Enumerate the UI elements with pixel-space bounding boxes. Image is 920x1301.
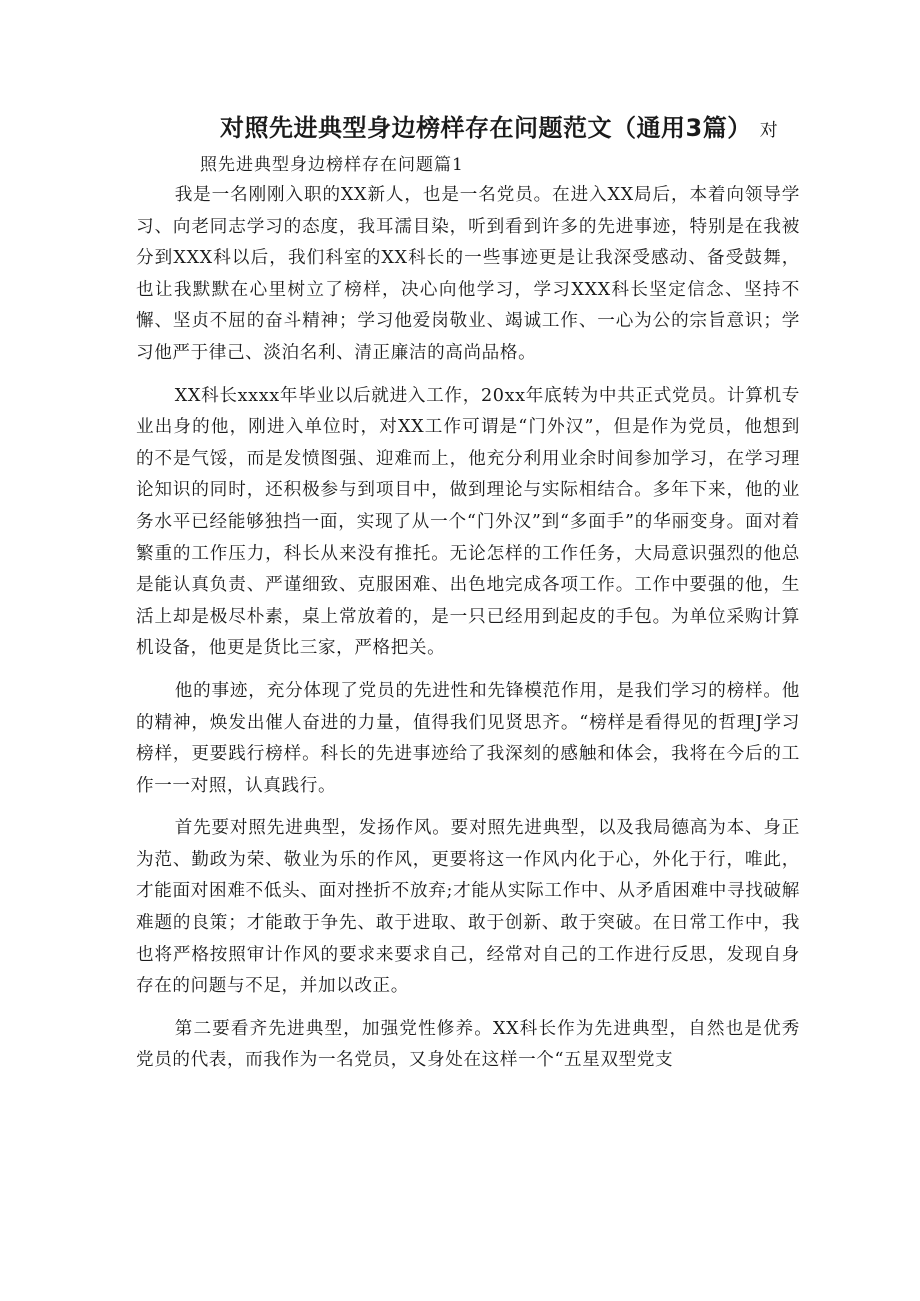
section-heading: 照先进典型身边榜样存在问题篇1 [200, 155, 464, 175]
paragraph-1: 我是一名刚刚入职的XX新人，也是一名党员。在进入XX局后，本着向领导学习、向老同志学习的态度，我耳濡目染，听到看到许多的先进事迹，特别是在我被分到XXX科以后，我们科室的XX科长的一些事迹更是让我深受感动、备受鼓舞，也让我默默在心里树立了榜样，决心向他学习，学习XXX科长坚定信念、坚持不懈、坚贞不屈的奋斗精神；学习他爱岗敬业、竭诚工作、一心为公的宗旨意识；学习他严于律己、淡泊名利、清正廉洁的高尚品格。 [136, 185, 800, 363]
document-body [136, 180, 800, 1088]
document-title-line [220, 110, 820, 149]
document-title: 对照先进典型身边榜样存在问题范文（通用3篇） [220, 114, 752, 142]
paragraph-5: 第二要看齐先进典型，加强党性修养。XX科长作为先进典型，自然也是优秀党员的代表，而我作为一名党员，又身处在这样一个“五星双型党支 [136, 1018, 800, 1071]
paragraph-3: 他的事迹，充分体现了党员的先进性和先锋模范作用，是我们学习的榜样。他的精神，焕发出催人奋进的力量，值得我们见贤思齐。“榜样是看得见的哲理J学习榜样，更要践行榜样。科长的先进事迹给了我深刻的感触和体会，我将在今后的工作一一对照，认真践行。 [136, 680, 800, 796]
paragraph-4: 首先要对照先进典型，发扬作风。要对照先进典型，以及我局德高为本、身正为范、勤政为荣、敬业为乐的作风，更要将这一作风内化于心，外化于行，唯此，才能面对困难不低头、面对挫折不放弃;才能从实际工作中、从矛盾困难中寻找破解难题的良策；才能敢于争先、敢于进取、敢于创新、敢于突破。在日常工作中，我也将严格按照审计作风的要求来要求自己，经常对自己的工作进行反思，发现自身存在的问题与不足，并加以改正。 [136, 818, 800, 997]
title-continuation: 对 [759, 120, 779, 141]
paragraph-2: XX科长xxxx年毕业以后就进入工作，20xx年底转为中共正式党员。计算机专业出身的他，刚进入单位时，对XX工作可谓是“门外汉”，但是作为党员，他想到的不是气馁，而是发愤图强、迎难而上，他充分利用业余时间参加学习，在学习理论知识的同时，还积极参与到项目中，做到理论与实际相结合。多年下来，他的业务水平已经能够独挡一面，实现了从一个“门外汉”到“多面手”的华丽变身。面对着繁重的工作压力，科长从来没有推托。无论怎样的工作任务，大局意识强烈的他总是能认真负责、严谨细致、克服困难、出色地完成各项工作。工作中要强的他，生活上却是极尽朴素，桌上常放着的，是一只已经用到起皮的手包。为单位采购计算机设备，他更是货比三家，严格把关。 [136, 385, 800, 659]
